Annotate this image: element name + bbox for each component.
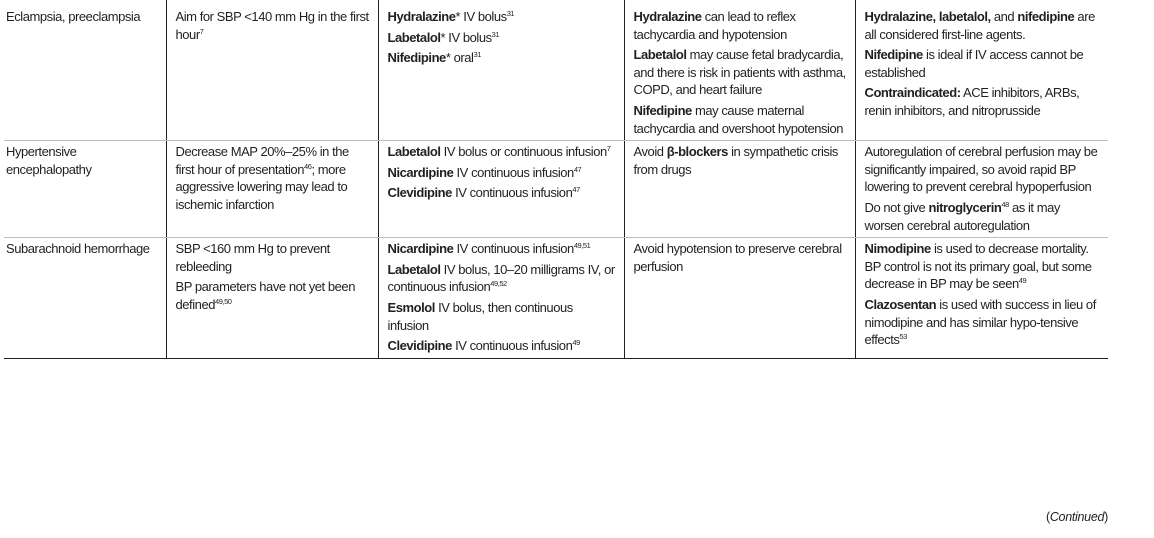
bold-text: Nifedipine xyxy=(387,50,446,66)
goal-cell xyxy=(166,0,378,141)
cell-paragraph xyxy=(634,8,847,43)
goal-cell xyxy=(166,141,378,238)
cell-text: are all considered first-line agents. xyxy=(864,9,1095,42)
bold-text: Hydralazine xyxy=(633,9,702,24)
reference-superscript: 49 xyxy=(1018,276,1027,286)
bold-text: Contraindicated: xyxy=(864,85,961,101)
bold-text: β-blockers xyxy=(666,144,728,160)
cell-text: is used to decrease mortality. BP control is not its primary goal, but some decrease in BP may be seen xyxy=(864,241,1092,292)
cell-text: * IV bolus xyxy=(440,29,492,45)
cell-text: IV continuous infusion xyxy=(453,241,574,257)
reference-superscript: 31 xyxy=(473,50,481,60)
cautions-cell xyxy=(624,141,855,238)
cell-text: in sympathetic crisis from drugs xyxy=(633,144,838,177)
reference-superscript: 31 xyxy=(491,29,500,39)
cell-text: BP parameters have not yet been defined xyxy=(175,279,355,312)
reference-superscript: 49 xyxy=(572,338,580,348)
cell-paragraph xyxy=(388,299,616,334)
reference-superscript: 46 xyxy=(304,161,312,171)
cell-text: may cause fetal bradycardia, and there is risk in patients with asthma, COPD, and heart failure xyxy=(633,47,846,98)
cell-paragraph xyxy=(388,8,616,26)
table-row xyxy=(4,0,1108,141)
bold-text: Hydralazine, labetalol, xyxy=(864,9,991,24)
reference-superscript: 31 xyxy=(506,9,515,18)
bold-text: Hydralazine xyxy=(387,9,456,24)
cell-paragraph xyxy=(865,84,1101,119)
cautions-cell xyxy=(624,0,855,141)
condition-cell: Subarachnoid hemorrhage xyxy=(4,238,166,359)
reference-superscript: 48 xyxy=(1001,199,1009,209)
reference-superscript: 7 xyxy=(606,144,611,154)
bold-text: Labetalol xyxy=(387,261,441,277)
reference-superscript: 53 xyxy=(899,332,907,342)
cell-text: * IV bolus xyxy=(455,9,507,24)
cell-text: ; more aggressive lowering may lead to ischemic infarction xyxy=(175,161,348,212)
comments-cell xyxy=(855,141,1108,238)
comments-cell xyxy=(855,0,1108,141)
continued-label: Continued xyxy=(1049,510,1105,524)
cell-paragraph xyxy=(176,143,370,213)
bold-text: Nimodipine xyxy=(864,241,931,257)
cell-paragraph xyxy=(388,164,616,182)
cell-paragraph xyxy=(388,240,616,258)
cell-paragraph xyxy=(388,184,616,202)
cell-text: * oral xyxy=(445,50,474,66)
cell-paragraph xyxy=(865,143,1101,196)
cell-text: Autoregulation of cerebral perfusion may be significantly impaired, so avoid rapid BP lowering to prevent cerebral hypoperfusion xyxy=(864,144,1098,195)
cell-text: IV bolus, 10–20 milligrams IV, or continuous infusion xyxy=(387,261,615,295)
cell-paragraph xyxy=(634,102,847,137)
cell-text: IV continuous infusion xyxy=(453,164,574,180)
cell-text: Do not give xyxy=(864,199,929,215)
cell-paragraph xyxy=(388,261,616,296)
cell-text: Decrease MAP 20%–25% in the first hour of presentation xyxy=(175,144,349,177)
cell-paragraph xyxy=(176,8,370,43)
bold-text: Nifedipine xyxy=(864,47,923,63)
cell-text: as it may worsen cerebral autoregulation xyxy=(864,199,1060,233)
cell-text: may cause maternal tachycardia and overshoot hypotension xyxy=(633,102,844,136)
bold-text: Clevidipine xyxy=(387,338,452,354)
cell-text: Avoid xyxy=(633,144,667,160)
cell-paragraph xyxy=(865,296,1101,349)
reference-superscript: 7 xyxy=(199,26,204,36)
cell-paragraph xyxy=(388,29,616,47)
cell-text: ACE inhibitors, ARBs, renin inhibitors, and nitroprusside xyxy=(864,85,1080,118)
bold-text: nifedipine xyxy=(1017,9,1075,24)
bold-text: Clazosentan xyxy=(864,296,937,312)
agents-cell xyxy=(378,238,624,359)
table-row xyxy=(4,238,1108,359)
cell-paragraph xyxy=(634,143,847,178)
cell-paragraph xyxy=(634,240,847,275)
bold-text: Labetalol xyxy=(633,47,687,63)
treatment-table xyxy=(4,0,1108,359)
agents-cell xyxy=(378,141,624,238)
bold-text: Labetalol xyxy=(387,29,441,45)
cell-paragraph xyxy=(865,199,1101,234)
condition-cell: Hypertensive encephalopathy xyxy=(4,141,166,238)
bold-text: Nifedipine xyxy=(633,102,692,118)
comments-cell xyxy=(855,238,1108,359)
cell-text: IV bolus, then continuous infusion xyxy=(387,299,573,333)
reference-superscript: 49,50 xyxy=(215,296,232,306)
bold-text: Esmolol xyxy=(387,299,435,315)
cell-paragraph xyxy=(176,240,370,275)
cell-paragraph xyxy=(388,337,616,355)
cell-paragraph xyxy=(388,143,616,161)
condition-cell: Eclampsia, preeclampsia xyxy=(4,0,166,141)
bold-text: Labetalol xyxy=(387,144,441,160)
cell-text: IV continuous infusion xyxy=(451,185,573,201)
bold-text: Clevidipine xyxy=(387,185,452,201)
cell-paragraph xyxy=(388,49,616,67)
cell-paragraph xyxy=(865,8,1101,43)
cell-text: is ideal if IV access cannot be established xyxy=(864,47,1084,80)
continued-note: (Continued) xyxy=(1045,510,1108,524)
cell-text: and xyxy=(990,9,1018,24)
cell-paragraph xyxy=(865,240,1101,293)
cell-paragraph xyxy=(176,278,370,313)
cell-text: is used with success in lieu of nimodipine and has similar hypo-tensive effects xyxy=(864,296,1096,348)
reference-superscript: 49,51 xyxy=(573,241,591,251)
goal-cell xyxy=(166,238,378,359)
cell-text: Aim for SBP <140 mm Hg in the first hour xyxy=(175,9,369,42)
bold-text: nitroglycerin xyxy=(928,199,1002,215)
cell-text: IV continuous infusion xyxy=(451,338,573,354)
cell-text: IV bolus or continuous infusion xyxy=(440,144,607,160)
reference-superscript: 47 xyxy=(573,164,582,174)
bold-text: Nicardipine xyxy=(387,241,454,257)
bold-text: Nicardipine xyxy=(387,164,454,180)
cell-text: Avoid hypotension to preserve cerebral perfusion xyxy=(633,241,842,274)
agents-cell xyxy=(378,0,624,141)
reference-superscript: 49,52 xyxy=(490,279,507,289)
cell-text: SBP <160 mm Hg to prevent rebleeding xyxy=(175,241,330,274)
table-row xyxy=(4,141,1108,238)
cell-text: can lead to reflex tachycardia and hypotension xyxy=(633,9,796,42)
reference-superscript: 47 xyxy=(572,185,580,195)
cell-paragraph xyxy=(865,46,1101,81)
cell-paragraph xyxy=(634,46,847,99)
cautions-cell xyxy=(624,238,855,359)
